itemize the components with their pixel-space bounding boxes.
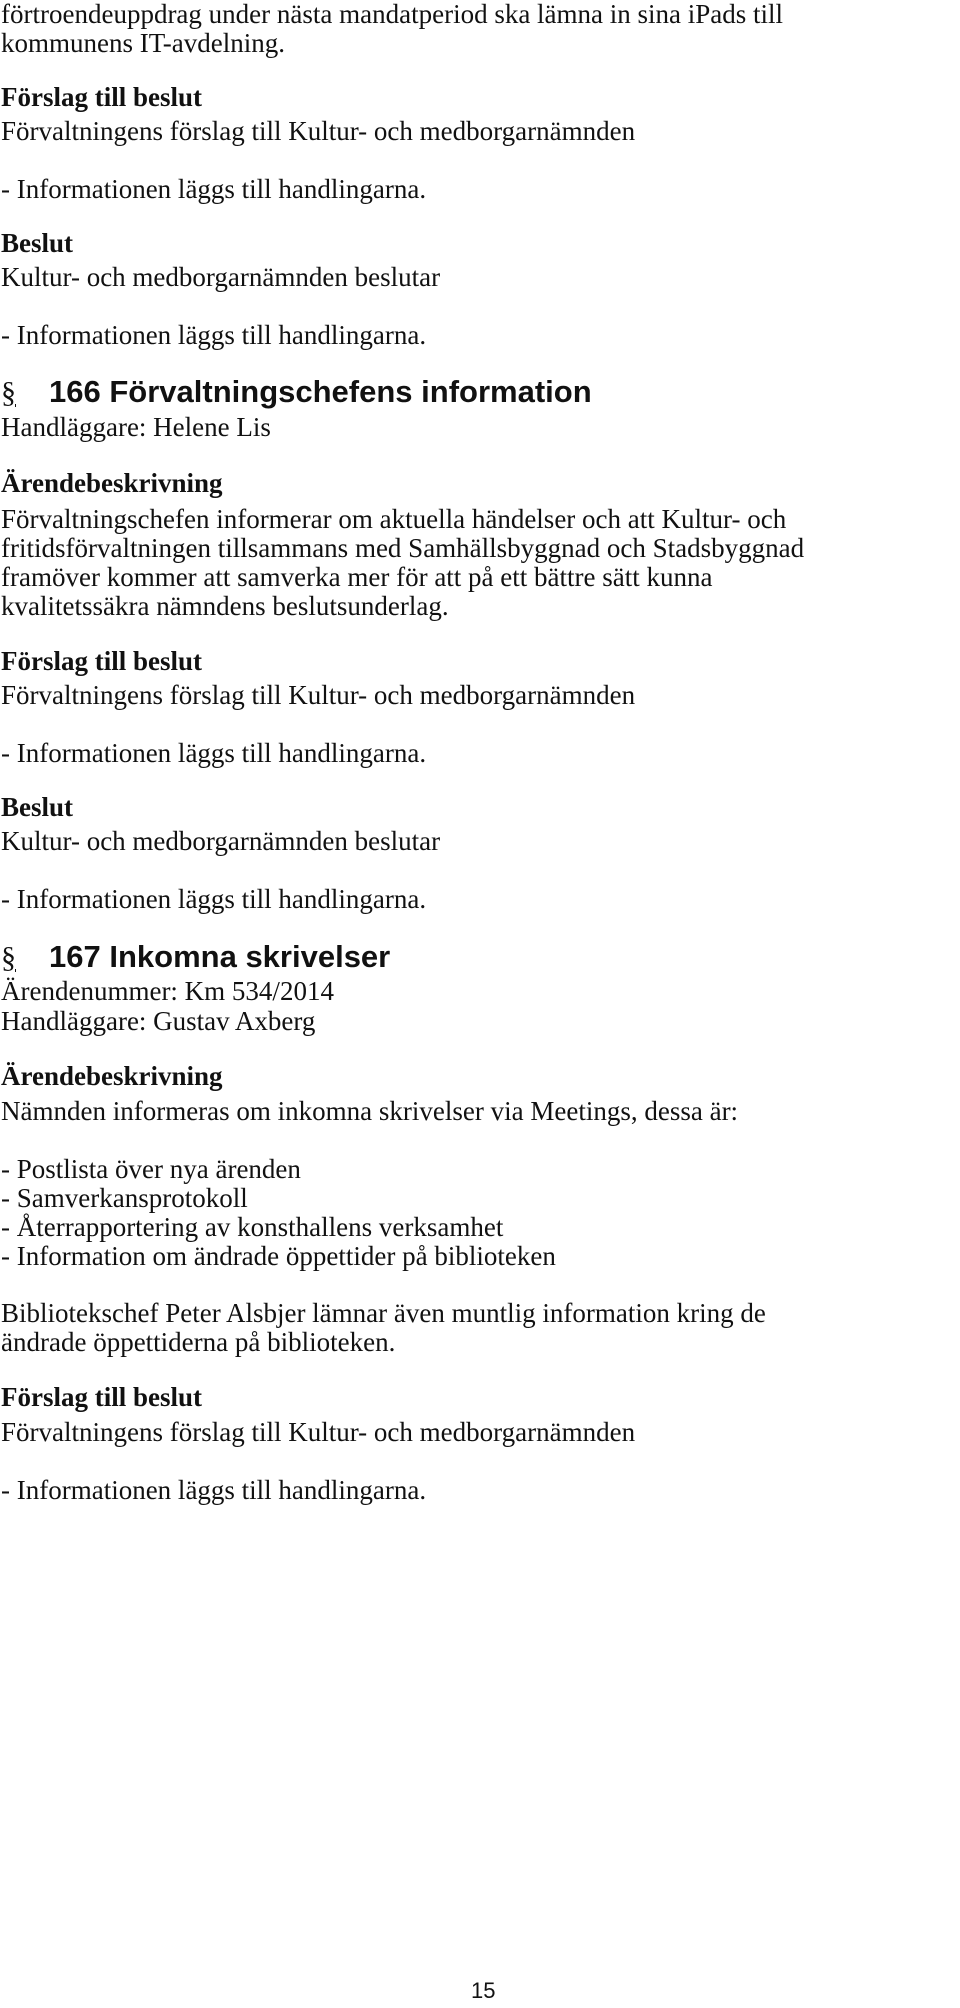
note-line: ändrade öppettiderna på biblioteken.	[1, 1327, 396, 1357]
section-heading-166	[1, 373, 592, 412]
section-mark: §	[1, 376, 16, 409]
intro-line: kommunens IT-avdelning.	[1, 28, 285, 58]
description-line: Förvaltningschefen informerar om aktuella händelser och att Kultur- och	[1, 504, 787, 534]
section-title: Förvaltningschefens information	[109, 374, 592, 409]
forslag-text: Förvaltningens förslag till Kultur- och medborgarnämnden	[1, 116, 636, 146]
list-item: - Postlista över nya ärenden	[1, 1154, 301, 1184]
forslag-heading: Förslag till beslut	[1, 82, 202, 112]
forslag-heading: Förslag till beslut	[1, 646, 202, 676]
handlaggare: Handläggare: Helene Lis	[1, 412, 271, 442]
info-line: - Informationen läggs till handlingarna.	[1, 174, 427, 204]
section-number: 167	[49, 939, 101, 974]
handlaggare: Handläggare: Gustav Axberg	[1, 1006, 316, 1036]
info-line: - Informationen läggs till handlingarna.	[1, 884, 427, 914]
section-title: Inkomna skrivelser	[109, 939, 391, 974]
info-line: - Informationen läggs till handlingarna.	[1, 320, 427, 350]
arendebeskrivning-heading: Ärendebeskrivning	[1, 468, 223, 498]
description-line: kvalitetssäkra nämndens beslutsunderlag.	[1, 591, 449, 621]
forslag-text: Förvaltningens förslag till Kultur- och medborgarnämnden	[1, 1417, 636, 1447]
section-heading-167	[1, 938, 390, 977]
intro-line: förtroendeuppdrag under nästa mandatperiod ska lämna in sina iPads till	[1, 0, 784, 29]
description-line: Nämnden informeras om inkomna skrivelser via Meetings, dessa är:	[1, 1096, 739, 1126]
beslut-text: Kultur- och medborgarnämnden beslutar	[1, 262, 441, 292]
description-line: fritidsförvaltningen tillsammans med Samhällsbyggnad och Stadsbyggnad	[1, 533, 805, 563]
arendenummer: Ärendenummer: Km 534/2014	[1, 976, 334, 1006]
forslag-text: Förvaltningens förslag till Kultur- och medborgarnämnden	[1, 680, 636, 710]
arendebeskrivning-heading: Ärendebeskrivning	[1, 1061, 223, 1091]
info-line: - Informationen läggs till handlingarna.	[1, 738, 427, 768]
list-item: - Samverkansprotokoll	[1, 1183, 248, 1213]
info-line: - Informationen läggs till handlingarna.	[1, 1475, 427, 1505]
page-number: 15	[471, 1978, 496, 2003]
list-item: - Återrapportering av konsthallens verksamhet	[1, 1212, 504, 1242]
description-line: framöver kommer att samverka mer för att på ett bättre sätt kunna	[1, 562, 713, 592]
beslut-heading: Beslut	[1, 792, 74, 822]
section-number: 166	[49, 374, 101, 409]
beslut-text: Kultur- och medborgarnämnden beslutar	[1, 826, 441, 856]
list-item: - Information om ändrade öppettider på biblioteken	[1, 1241, 556, 1271]
forslag-heading: Förslag till beslut	[1, 1382, 202, 1412]
section-mark: §	[1, 941, 16, 974]
beslut-heading: Beslut	[1, 228, 74, 258]
note-line: Bibliotekschef Peter Alsbjer lämnar även muntlig information kring de	[1, 1298, 766, 1328]
